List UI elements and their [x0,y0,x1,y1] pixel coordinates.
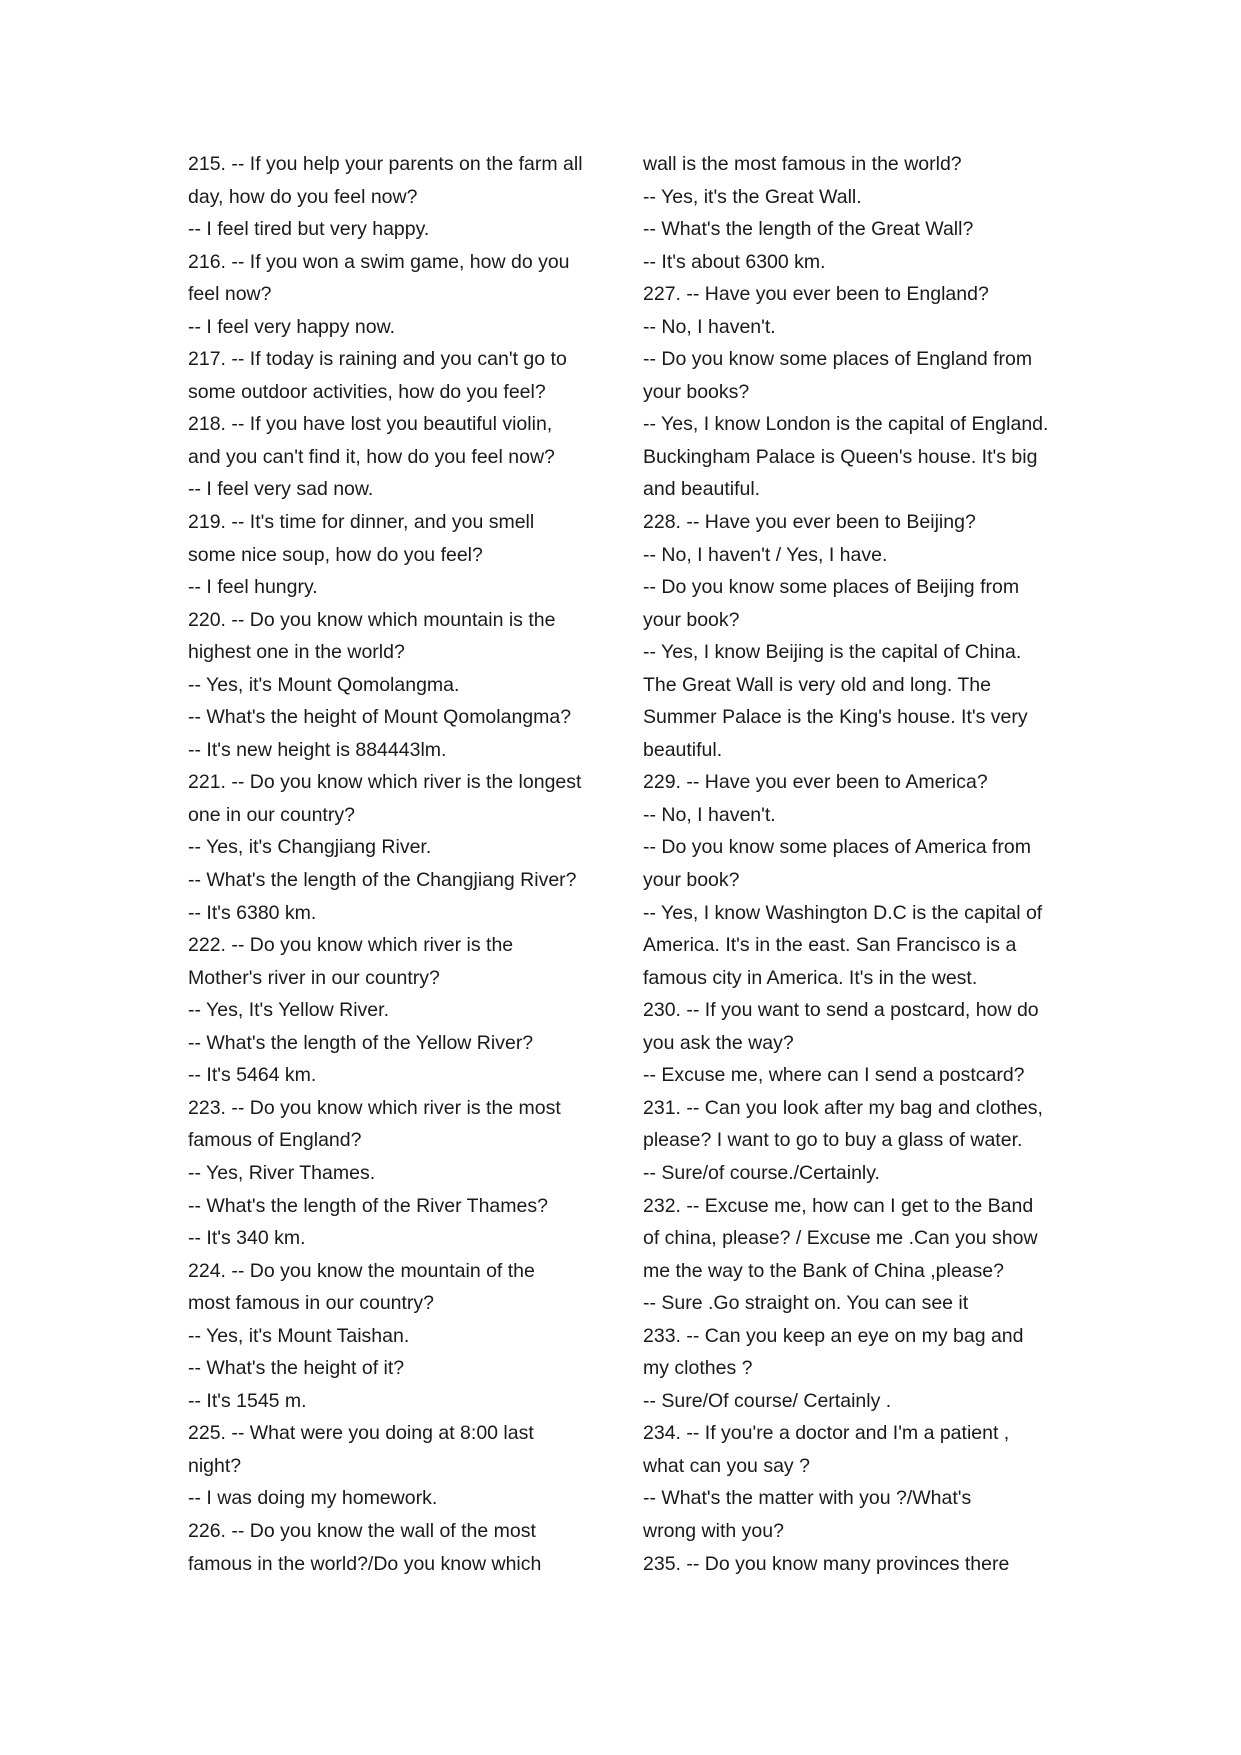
text-line: -- I feel hungry. [188,576,318,599]
text-line: and beautiful. [643,478,761,501]
text-line: -- No, I haven't. [643,315,776,338]
text-line: -- Yes, I know London is the capital of England. [643,413,1049,436]
text-line: -- It's 1545 m. [188,1389,307,1412]
text-line: -- Yes, it's Changjiang River. [188,836,432,859]
text-line: -- Yes, It's Yellow River. [188,999,389,1022]
text-line: -- Do you know some places of America from [643,836,1031,859]
text-line: 219. -- It's time for dinner, and you smell [188,511,535,534]
text-line: my clothes ? [643,1357,753,1380]
text-line: what can you say ? [643,1454,810,1477]
text-line: 227. -- Have you ever been to England? [643,283,989,306]
text-line: me the way to the Bank of China ,please? [643,1259,1004,1282]
text-line: some outdoor activities, how do you feel? [188,380,546,403]
text-line: 235. -- Do you know many provinces there [643,1552,1010,1575]
text-line: highest one in the world? [188,641,405,664]
text-line: and you can't find it, how do you feel now? [188,445,555,468]
text-line: your book? [643,869,740,892]
text-line: -- I feel very happy now. [188,315,396,338]
text-line: -- What's the height of it? [188,1357,405,1380]
text-line: 223. -- Do you know which river is the most [188,1096,561,1119]
text-line: -- What's the matter with you ?/What's [643,1487,972,1510]
text-line: -- It's new height is 884443lm. [188,738,447,761]
text-line: -- Do you know some places of England from [643,348,1033,371]
text-line: please? I want to go to buy a glass of water. [643,1129,1023,1152]
text-line: Summer Palace is the King's house. It's very [643,706,1028,729]
text-line: 217. -- If today is raining and you can't go to [188,348,567,371]
text-line: -- Excuse me, where can I send a postcard? [643,1064,1025,1087]
text-line: you ask the way? [643,1031,794,1054]
text-line: -- I feel very sad now. [188,478,374,501]
text-line: -- I feel tired but very happy. [188,218,430,241]
text-line: famous in the world?/Do you know which [188,1552,542,1575]
left-column [188,148,608,1580]
text-line: 218. -- If you have lost you beautiful violin, [188,413,553,436]
text-line: most famous in our country? [188,1292,435,1315]
text-line: -- What's the length of the Great Wall? [643,218,974,241]
text-line: -- Yes, it's Mount Taishan. [188,1324,410,1347]
text-line: your books? [643,380,750,403]
text-line: night? [188,1454,242,1477]
text-line: 221. -- Do you know which river is the longest [188,771,582,794]
text-line: -- What's the height of Mount Qomolangma? [188,706,572,729]
text-line: 216. -- If you won a swim game, how do you [188,250,570,273]
text-line: famous of England? [188,1129,362,1152]
text-line: Mother's river in our country? [188,966,440,989]
text-line: -- It's about 6300 km. [643,250,826,273]
text-line: -- Yes, I know Washington D.C is the capital of [643,901,1043,924]
text-line: 230. -- If you want to send a postcard, how do [643,999,1039,1022]
text-line: -- Sure/of course./Certainly. [643,1161,880,1184]
text-line: -- No, I haven't / Yes, I have. [643,543,888,566]
text-line: 229. -- Have you ever been to America? [643,771,988,794]
text-line: -- No, I haven't. [643,803,776,826]
text-line: -- What's the length of the River Thames? [188,1194,548,1217]
text-line: wall is the most famous in the world? [643,153,962,175]
text-line: -- It's 5464 km. [188,1064,317,1087]
text-line: 224. -- Do you know the mountain of the [188,1259,535,1282]
text-line: wrong with you? [643,1519,784,1542]
text-line: your book? [643,608,740,631]
text-line: -- What's the length of the Changjiang River? [188,869,577,892]
text-line: -- Yes, I know Beijing is the capital of China. [643,641,1022,664]
text-line: -- Sure .Go straight on. You can see it [643,1292,969,1315]
text-line: 231. -- Can you look after my bag and clothes, [643,1096,1043,1119]
text-line: -- Yes, River Thames. [188,1161,376,1184]
text-line: -- What's the length of the Yellow River? [188,1031,534,1054]
text-line: feel now? [188,283,272,306]
text-line: 228. -- Have you ever been to Beijing? [643,511,976,534]
text-line: -- Sure/Of course/ Certainly . [643,1389,892,1412]
text-line: Buckingham Palace is Queen's house. It's big [643,445,1038,468]
text-line: 226. -- Do you know the wall of the most [188,1519,536,1542]
text-line: 233. -- Can you keep an eye on my bag and [643,1324,1024,1347]
text-line: one in our country? [188,803,355,826]
text-line: America. It's in the east. San Francisco is a [643,934,1017,957]
right-column [643,148,1063,1580]
text-line: 232. -- Excuse me, how can I get to the Band [643,1194,1034,1217]
text-line: 215. -- If you help your parents on the farm all [188,153,583,175]
text-line: -- Yes, it's the Great Wall. [643,185,862,208]
text-line: famous city in America. It's in the west. [643,966,978,989]
text-line: The Great Wall is very old and long. The [643,673,991,696]
text-line: 222. -- Do you know which river is the [188,934,514,957]
text-line: some nice soup, how do you feel? [188,543,483,566]
text-line: 234. -- If you're a doctor and I'm a patient , [643,1422,1010,1445]
text-line: -- It's 6380 km. [188,901,317,924]
text-line: -- I was doing my homework. [188,1487,438,1510]
text-line: -- Do you know some places of Beijing from [643,576,1020,599]
text-line: beautiful. [643,738,723,761]
text-line: day, how do you feel now? [188,185,418,208]
text-line: of china, please? / Excuse me .Can you show [643,1227,1038,1250]
text-line: 220. -- Do you know which mountain is the [188,608,556,631]
text-line: -- It's 340 km. [188,1227,306,1250]
text-line: 225. -- What were you doing at 8:00 last [188,1422,534,1445]
text-line: -- Yes, it's Mount Qomolangma. [188,673,460,696]
